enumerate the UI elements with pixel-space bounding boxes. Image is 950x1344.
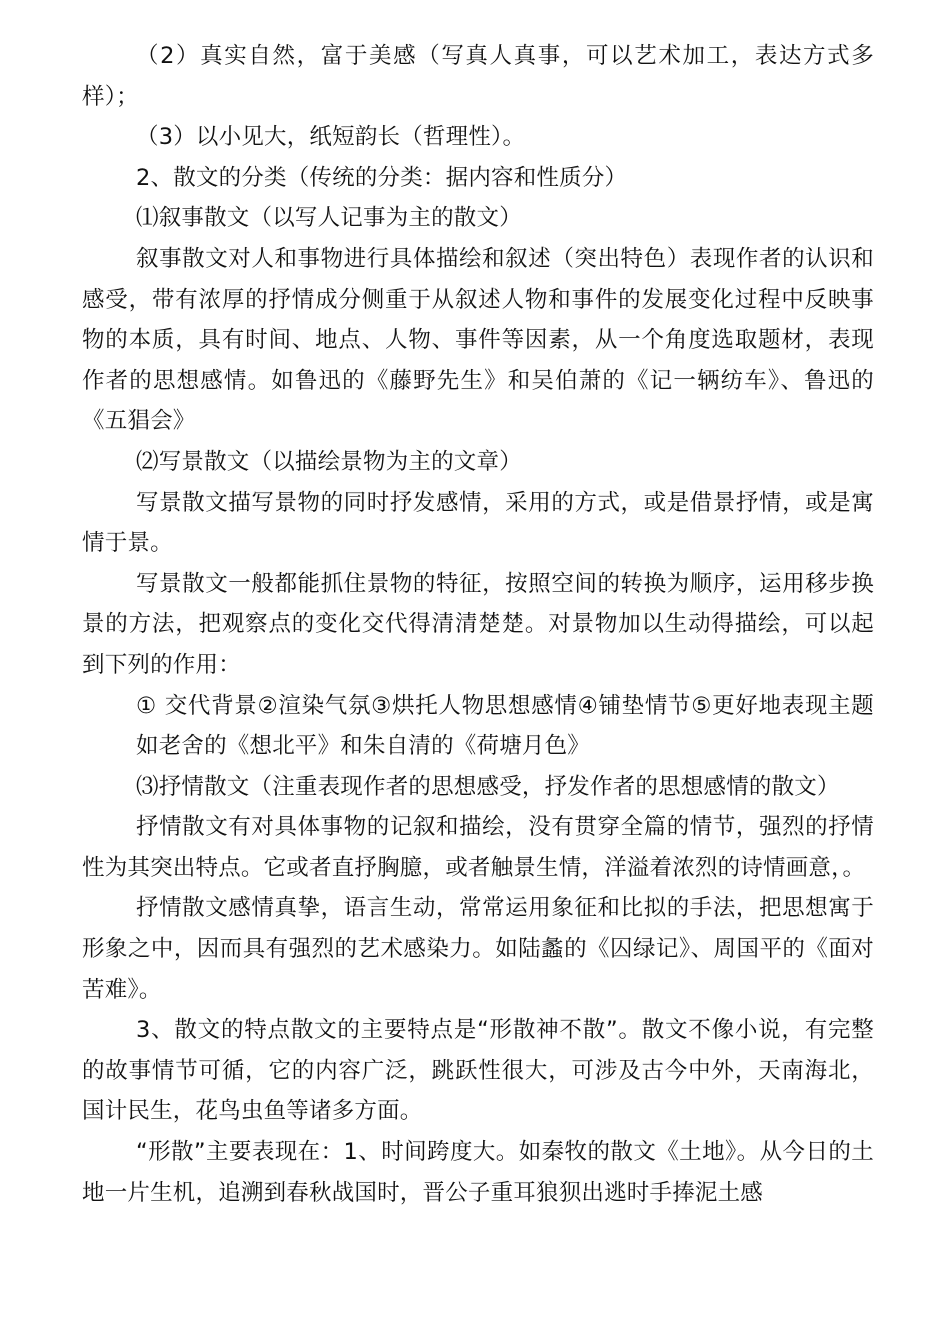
subheading-scenery-prose: ⑵写景散文（以描绘景物为主的文章） (136, 448, 522, 475)
paragraph-scenery-prose-2: 写景散文一般都能抓住景物的特征，按照空间的转换为顺序，运用移步换景的方法，把观察点的变化交代得清清楚楚。对景物加以生动得描绘，可以起到下列的作用： (82, 570, 874, 678)
paragraph-form-scattered: “形散”主要表现在：1、时间跨度大。如秦牧的散文《土地》。从今日的土地一片生机，追溯到春秋战国时，晋公子重耳狼狈出逃时手捧泥土感 (82, 1139, 874, 1206)
paragraph-scenery-functions: ① 交代背景②渲染气氛③烘托人物思想感情④铺垫情节⑤更好地表现主题如老舍的《想北平》和朱自清的《荷塘月色》 (136, 692, 874, 760)
paragraph-lyric-prose-2: 抒情散文感情真挚，语言生动，常常运用象征和比拟的手法，把思想寓于形象之中，因而具有强烈的艺术感染力。如陆蠡的《囚绿记》、周国平的《面对苦难》。 (82, 895, 874, 1003)
section-heading-2: 2、散文的分类（传统的分类：据内容和性质分） (136, 164, 628, 191)
paragraph-narrative-prose: 叙事散文对人和事物进行具体描绘和叙述（突出特色）表现作者的认识和感受，带有浓厚的抒情成分侧重于从叙述人物和事件的发展变化过程中反映事物的本质，具有时间、地点、人物、事件等因素，从一个角度选取题材，表现作者的思想感情。如鲁迅的《藤野先生》和吴伯萧的《记一辆纺车》、鲁迅的《五猖会》 (82, 245, 874, 435)
document-page (82, 36, 874, 1213)
section-heading-3: 3、散文的特点散文的主要特点是“形散神不散”。散文不像小说，有完整的故事情节可循，它的内容广泛，跳跃性很大，可涉及古今中外，天南海北，国计民生，花鸟虫鱼等诸多方面。 (82, 1017, 874, 1125)
subheading-lyric-prose: ⑶抒情散文（注重表现作者的思想感受，抒发作者的思想感情的散文） (136, 773, 840, 800)
paragraph-1: （2）真实自然，富于美感（写真人真事，可以艺术加工，表达方式多样）； (82, 43, 874, 110)
subheading-narrative-prose: ⑴叙事散文（以写人记事为主的散文） (136, 205, 522, 232)
paragraph-2: （3）以小见大，纸短韵长（哲理性）。 (136, 124, 526, 151)
paragraph-lyric-prose-1: 抒情散文有对具体事物的记叙和描绘，没有贯穿全篇的情节，强烈的抒情性为其突出特点。它或者直抒胸臆，或者触景生情，洋溢着浓烈的诗情画意，。 (82, 814, 874, 881)
paragraph-scenery-prose-1: 写景散文描写景物的同时抒发感情，采用的方式，或是借景抒情，或是寓情于景。 (82, 489, 874, 557)
